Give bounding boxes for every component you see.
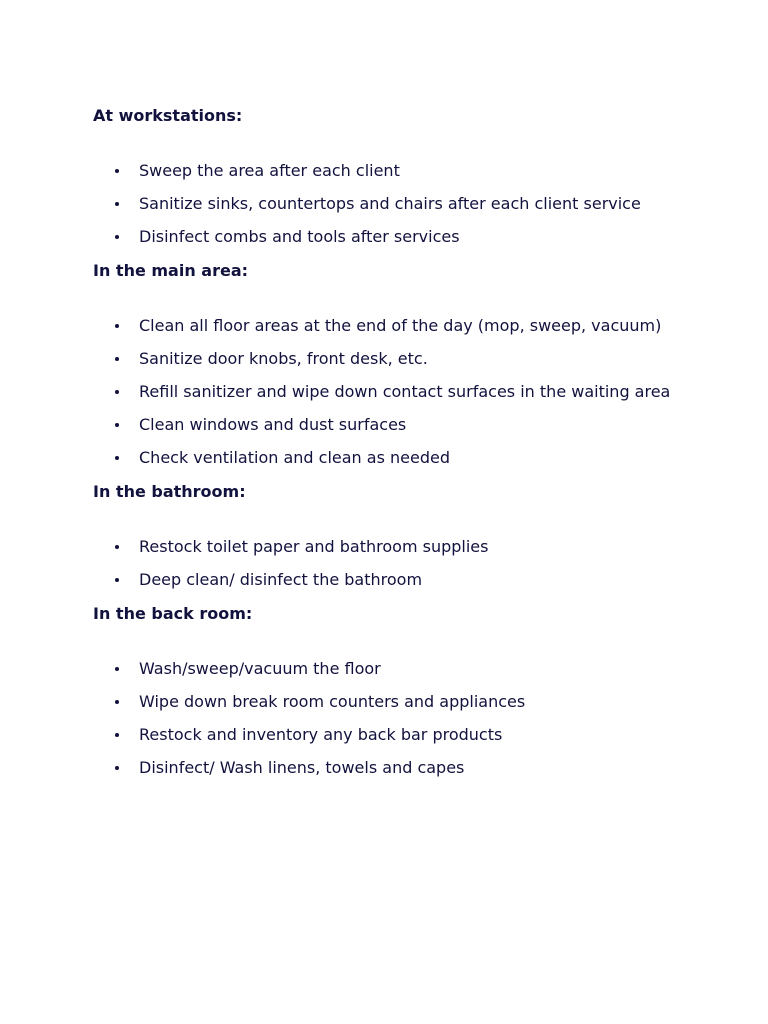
section-heading: In the back room: <box>93 604 253 623</box>
list-item <box>93 751 693 784</box>
bullet-icon <box>115 202 119 206</box>
list-item-text: Clean windows and dust surfaces <box>139 415 407 434</box>
section-main-area <box>93 259 693 474</box>
bullet-icon <box>115 456 119 460</box>
list-item <box>93 154 693 187</box>
list-item <box>93 408 693 441</box>
list-item <box>93 563 693 596</box>
bullet-list <box>93 309 693 474</box>
list-item <box>93 441 693 474</box>
list-item-text: Wash/sweep/vacuum the floor <box>139 659 381 678</box>
bullet-list <box>93 530 693 596</box>
bullet-icon <box>115 733 119 737</box>
list-item <box>93 685 693 718</box>
section-back-room <box>93 602 693 784</box>
bullet-icon <box>115 324 119 328</box>
list-item-text: Clean all floor areas at the end of the day (mop, sweep, vacuum) <box>139 316 662 335</box>
list-item <box>93 652 693 685</box>
bullet-icon <box>115 169 119 173</box>
section-heading: In the main area: <box>93 261 249 280</box>
section-bathroom <box>93 480 693 596</box>
list-item <box>93 187 693 220</box>
bullet-icon <box>115 357 119 361</box>
list-item-text: Wipe down break room counters and appliances <box>139 692 526 711</box>
section-heading: At workstations: <box>93 106 243 125</box>
document-page <box>93 104 693 784</box>
list-item <box>93 220 693 253</box>
list-item <box>93 530 693 563</box>
list-item <box>93 309 693 342</box>
bullet-icon <box>115 545 119 549</box>
list-item-text: Refill sanitizer and wipe down contact surfaces in the waiting area <box>139 382 671 401</box>
list-item <box>93 342 693 375</box>
list-item-text: Restock toilet paper and bathroom supplies <box>139 537 489 556</box>
bullet-icon <box>115 390 119 394</box>
list-item-text: Sweep the area after each client <box>139 161 400 180</box>
section-workstations <box>93 104 693 253</box>
list-item-text: Restock and inventory any back bar products <box>139 725 503 744</box>
bullet-icon <box>115 423 119 427</box>
bullet-icon <box>115 667 119 671</box>
bullet-list <box>93 154 693 253</box>
list-item-text: Disinfect/ Wash linens, towels and capes <box>139 758 465 777</box>
bullet-list <box>93 652 693 784</box>
list-item <box>93 375 693 408</box>
bullet-icon <box>115 578 119 582</box>
list-item-text: Sanitize door knobs, front desk, etc. <box>139 349 428 368</box>
list-item-text: Deep clean/ disinfect the bathroom <box>139 570 423 589</box>
bullet-icon <box>115 235 119 239</box>
bullet-icon <box>115 700 119 704</box>
list-item-text: Disinfect combs and tools after services <box>139 227 460 246</box>
list-item-text: Sanitize sinks, countertops and chairs after each client service <box>139 194 641 213</box>
list-item <box>93 718 693 751</box>
list-item-text: Check ventilation and clean as needed <box>139 448 450 467</box>
section-heading: In the bathroom: <box>93 482 246 501</box>
bullet-icon <box>115 766 119 770</box>
